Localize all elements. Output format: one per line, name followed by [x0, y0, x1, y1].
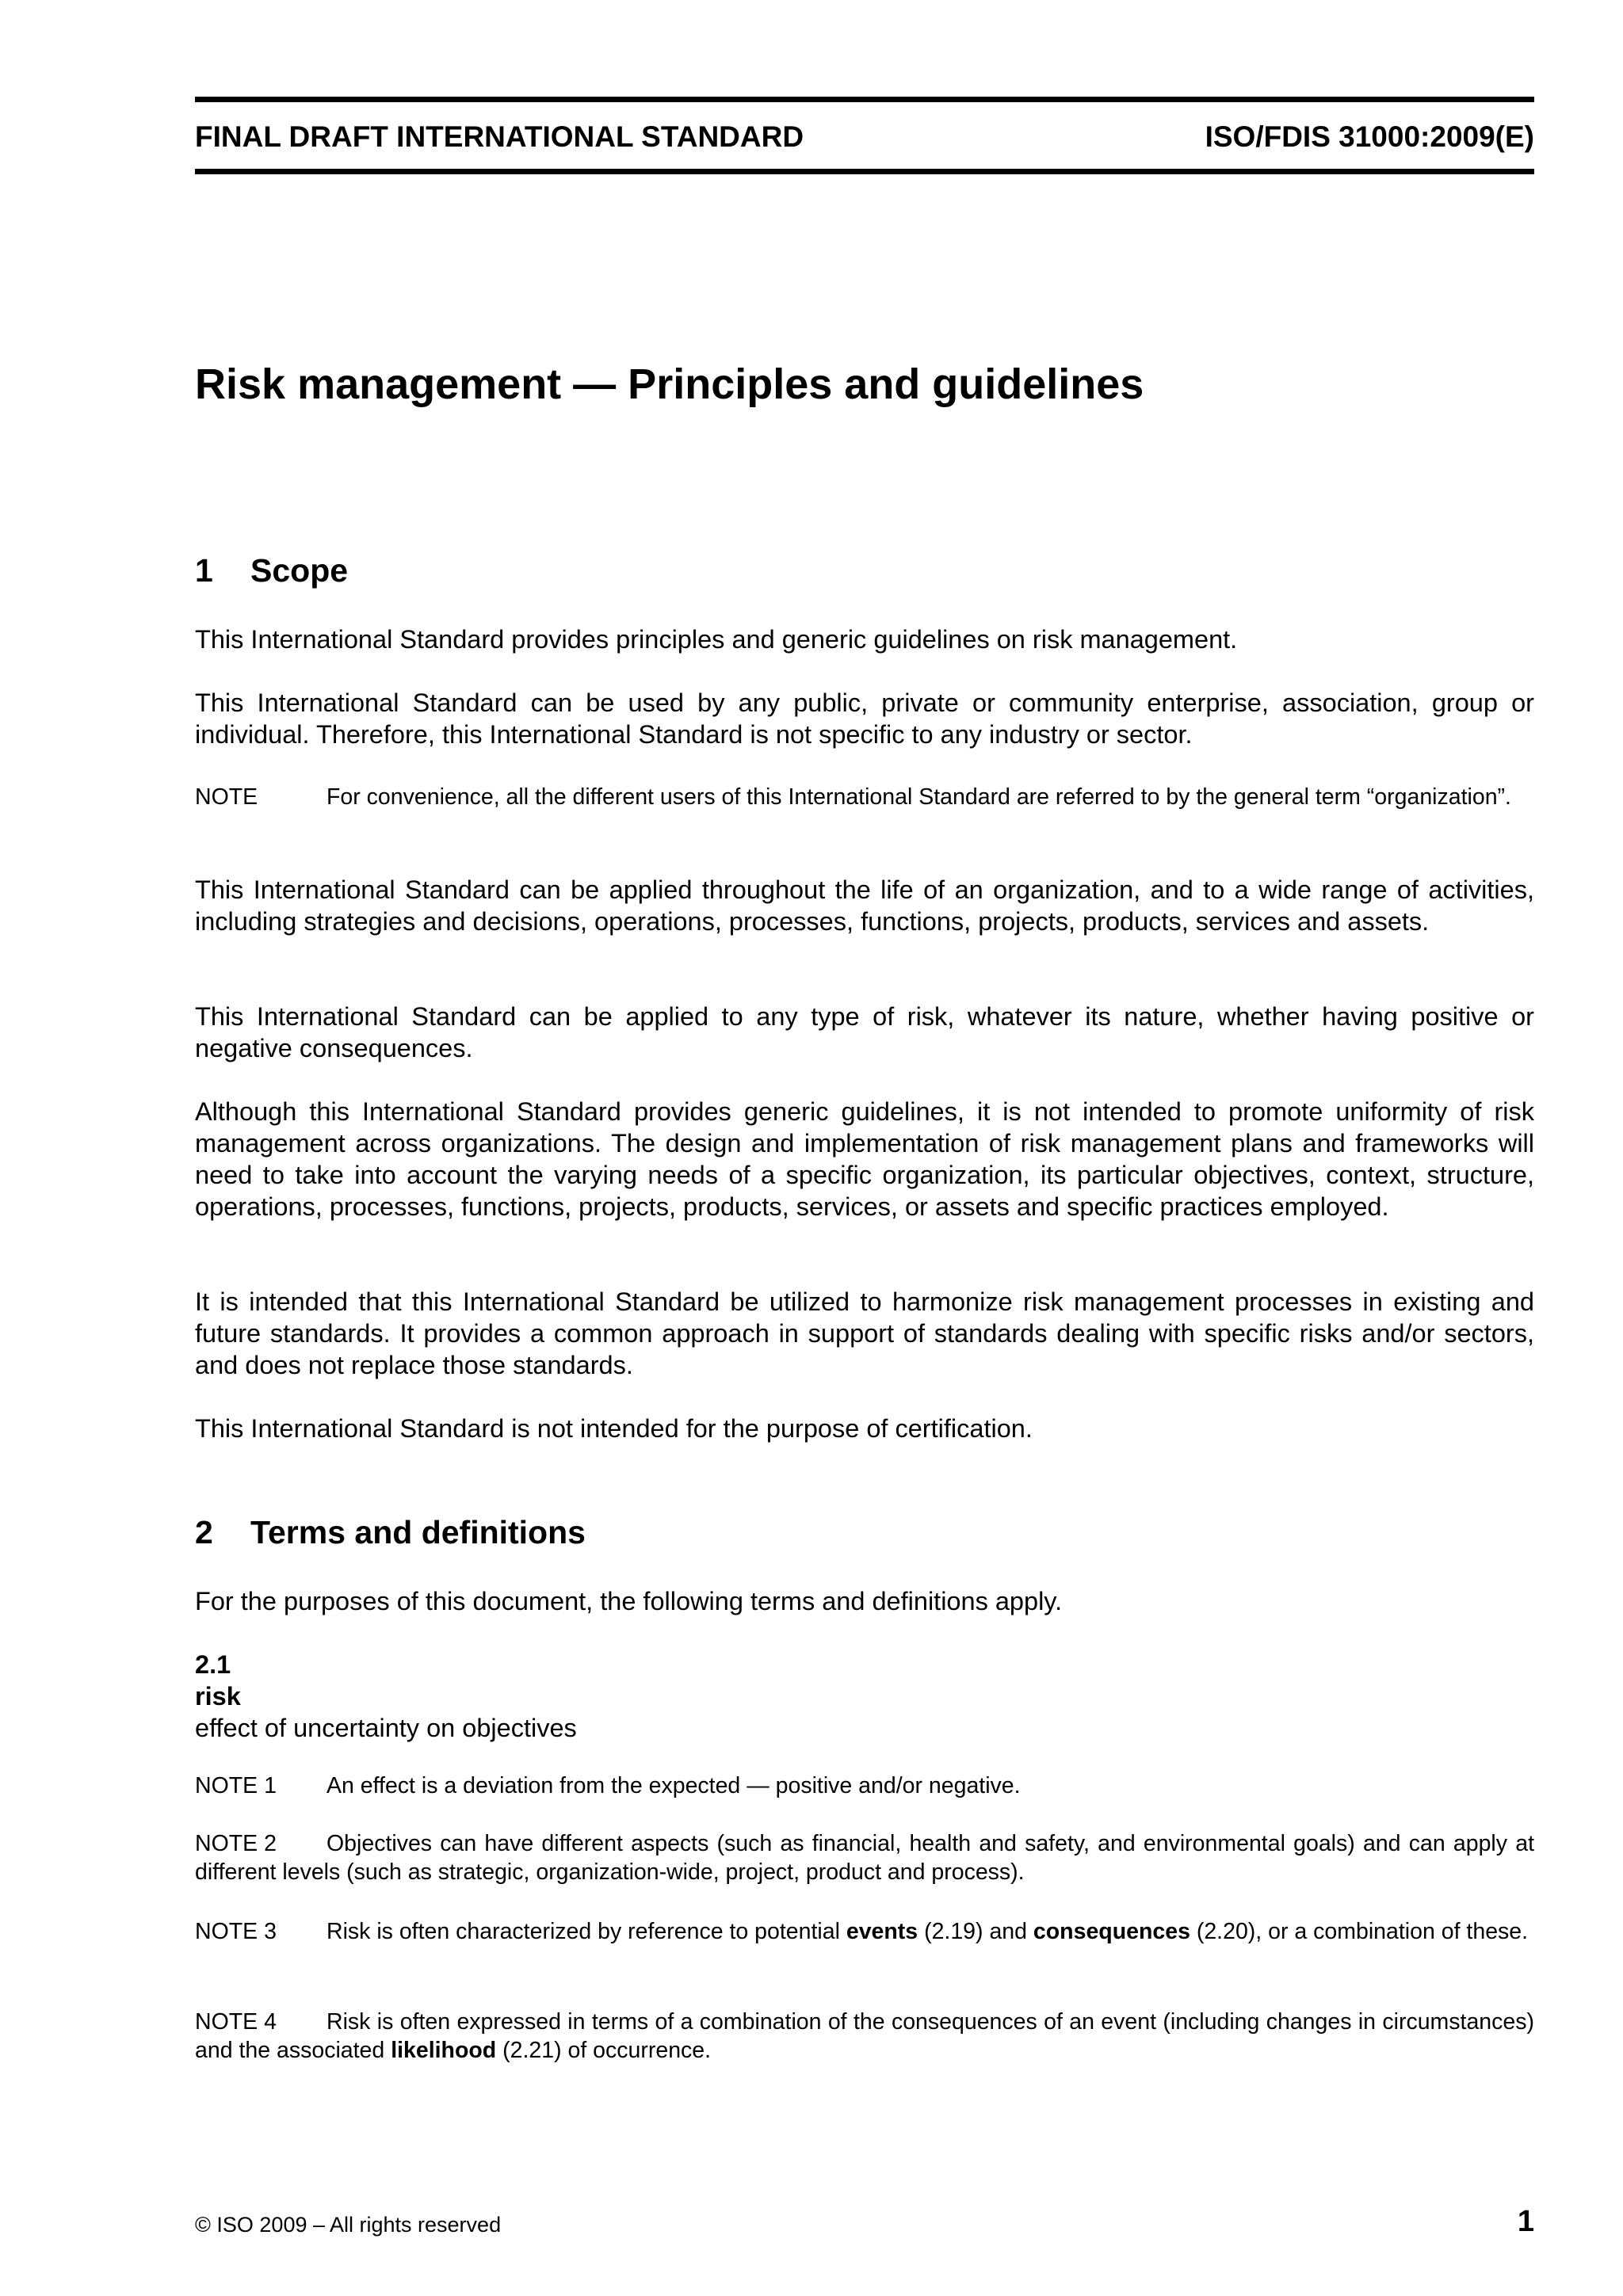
section-1-number: 1	[195, 552, 213, 589]
note-1-text: An effect is a deviation from the expected — positive and/or negative.	[327, 1773, 1021, 1798]
note-3-term-consequences: consequences	[1033, 1919, 1190, 1944]
section-2-number: 2	[195, 1514, 213, 1550]
section-2-heading	[195, 1512, 586, 1553]
scope-paragraph-4: This International Standard can be applied to any type of risk, whatever its nature, whether having positive or negative consequences.	[195, 1002, 1534, 1062]
risk-note-2	[195, 1829, 1534, 1886]
note-4-text-b: (2.21) of occurrence.	[496, 2038, 712, 2063]
note-4-label: NOTE 4	[195, 2009, 277, 2035]
term-number: 2.1	[195, 1650, 231, 1679]
document-title: Risk management — Principles and guidelines	[195, 360, 1144, 408]
scope-paragraph-7: This International Standard is not intended for the purpose of certification.	[195, 1414, 1033, 1443]
page-header	[195, 97, 1534, 174]
document-status: FINAL DRAFT INTERNATIONAL STANDARD	[195, 120, 804, 153]
note-4-text-a: Risk is often expressed in terms of a combination of the consequences of an event (including changes in circumstances) and the associated	[195, 2009, 1534, 2063]
risk-note-3	[195, 1917, 1534, 1946]
note-text: For convenience, all the different users of this International Standard are referred to by the general term “organization”.	[327, 784, 1511, 810]
scope-note	[195, 783, 1534, 811]
copyright-notice: © ISO 2009 – All rights reserved	[195, 2213, 502, 2237]
risk-note-4	[195, 2008, 1534, 2065]
note-3-text-a: Risk is often characterized by reference to potential	[327, 1919, 846, 1944]
note-2-text: Objectives can have different aspects (such as financial, health and safety, and environmental goals) and can apply at different levels (such as strategic, organization-wide, project, product and process).	[195, 1831, 1534, 1885]
scope-paragraph-5: Although this International Standard provides generic guidelines, it is not intended to promote uniformity of risk management across organizations. The design and implementation of risk management plans and frameworks will need to take into account the varying needs of a specific organization, its particular objectives, context, structure, operations, processes, functions, projects, products, services, or assets and specific practices employed.	[195, 1097, 1534, 1221]
note-2-label: NOTE 2	[195, 1831, 277, 1856]
term-definition: effect of uncertainty on objectives	[195, 1714, 577, 1742]
document-reference: ISO/FDIS 31000:2009(E)	[1205, 120, 1534, 153]
note-4-term-likelihood: likelihood	[391, 2038, 497, 2063]
note-3-term-events: events	[846, 1919, 918, 1944]
scope-paragraph-3: This International Standard can be applied throughout the life of an organization, and to a wide range of activities, including strategies and decisions, operations, processes, functions, projects, products, services and assets.	[195, 875, 1534, 936]
note-label: NOTE	[195, 784, 258, 810]
scope-paragraph-2: This International Standard can be used by any public, private or community enterprise, association, group or individual. Therefore, this International Standard is not specific to any industry or sector.	[195, 688, 1534, 749]
section-2-title: Terms and definitions	[250, 1514, 586, 1550]
terms-intro: For the purposes of this document, the following terms and definitions apply.	[195, 1587, 1063, 1615]
section-1-title: Scope	[250, 552, 349, 589]
section-1-heading	[195, 550, 348, 591]
note-3-label: NOTE 3	[195, 1919, 277, 1944]
note-3-text-b: (2.19) and	[918, 1919, 1033, 1944]
scope-paragraph-6: It is intended that this International Standard be utilized to harmonize risk management processes in existing and future standards. It provides a common approach in support of standards dealing with specific risks and/or sectors, and does not replace those standards.	[195, 1287, 1534, 1379]
scope-paragraph-1: This International Standard provides principles and generic guidelines on risk management.	[195, 625, 1238, 654]
page-number: 1	[1517, 2205, 1534, 2238]
document-page	[195, 0, 1534, 2296]
note-1-label: NOTE 1	[195, 1773, 277, 1798]
risk-note-1	[195, 1772, 1534, 1800]
note-3-text-c: (2.20), or a combination of these.	[1190, 1919, 1529, 1944]
term-name: risk	[195, 1682, 241, 1711]
